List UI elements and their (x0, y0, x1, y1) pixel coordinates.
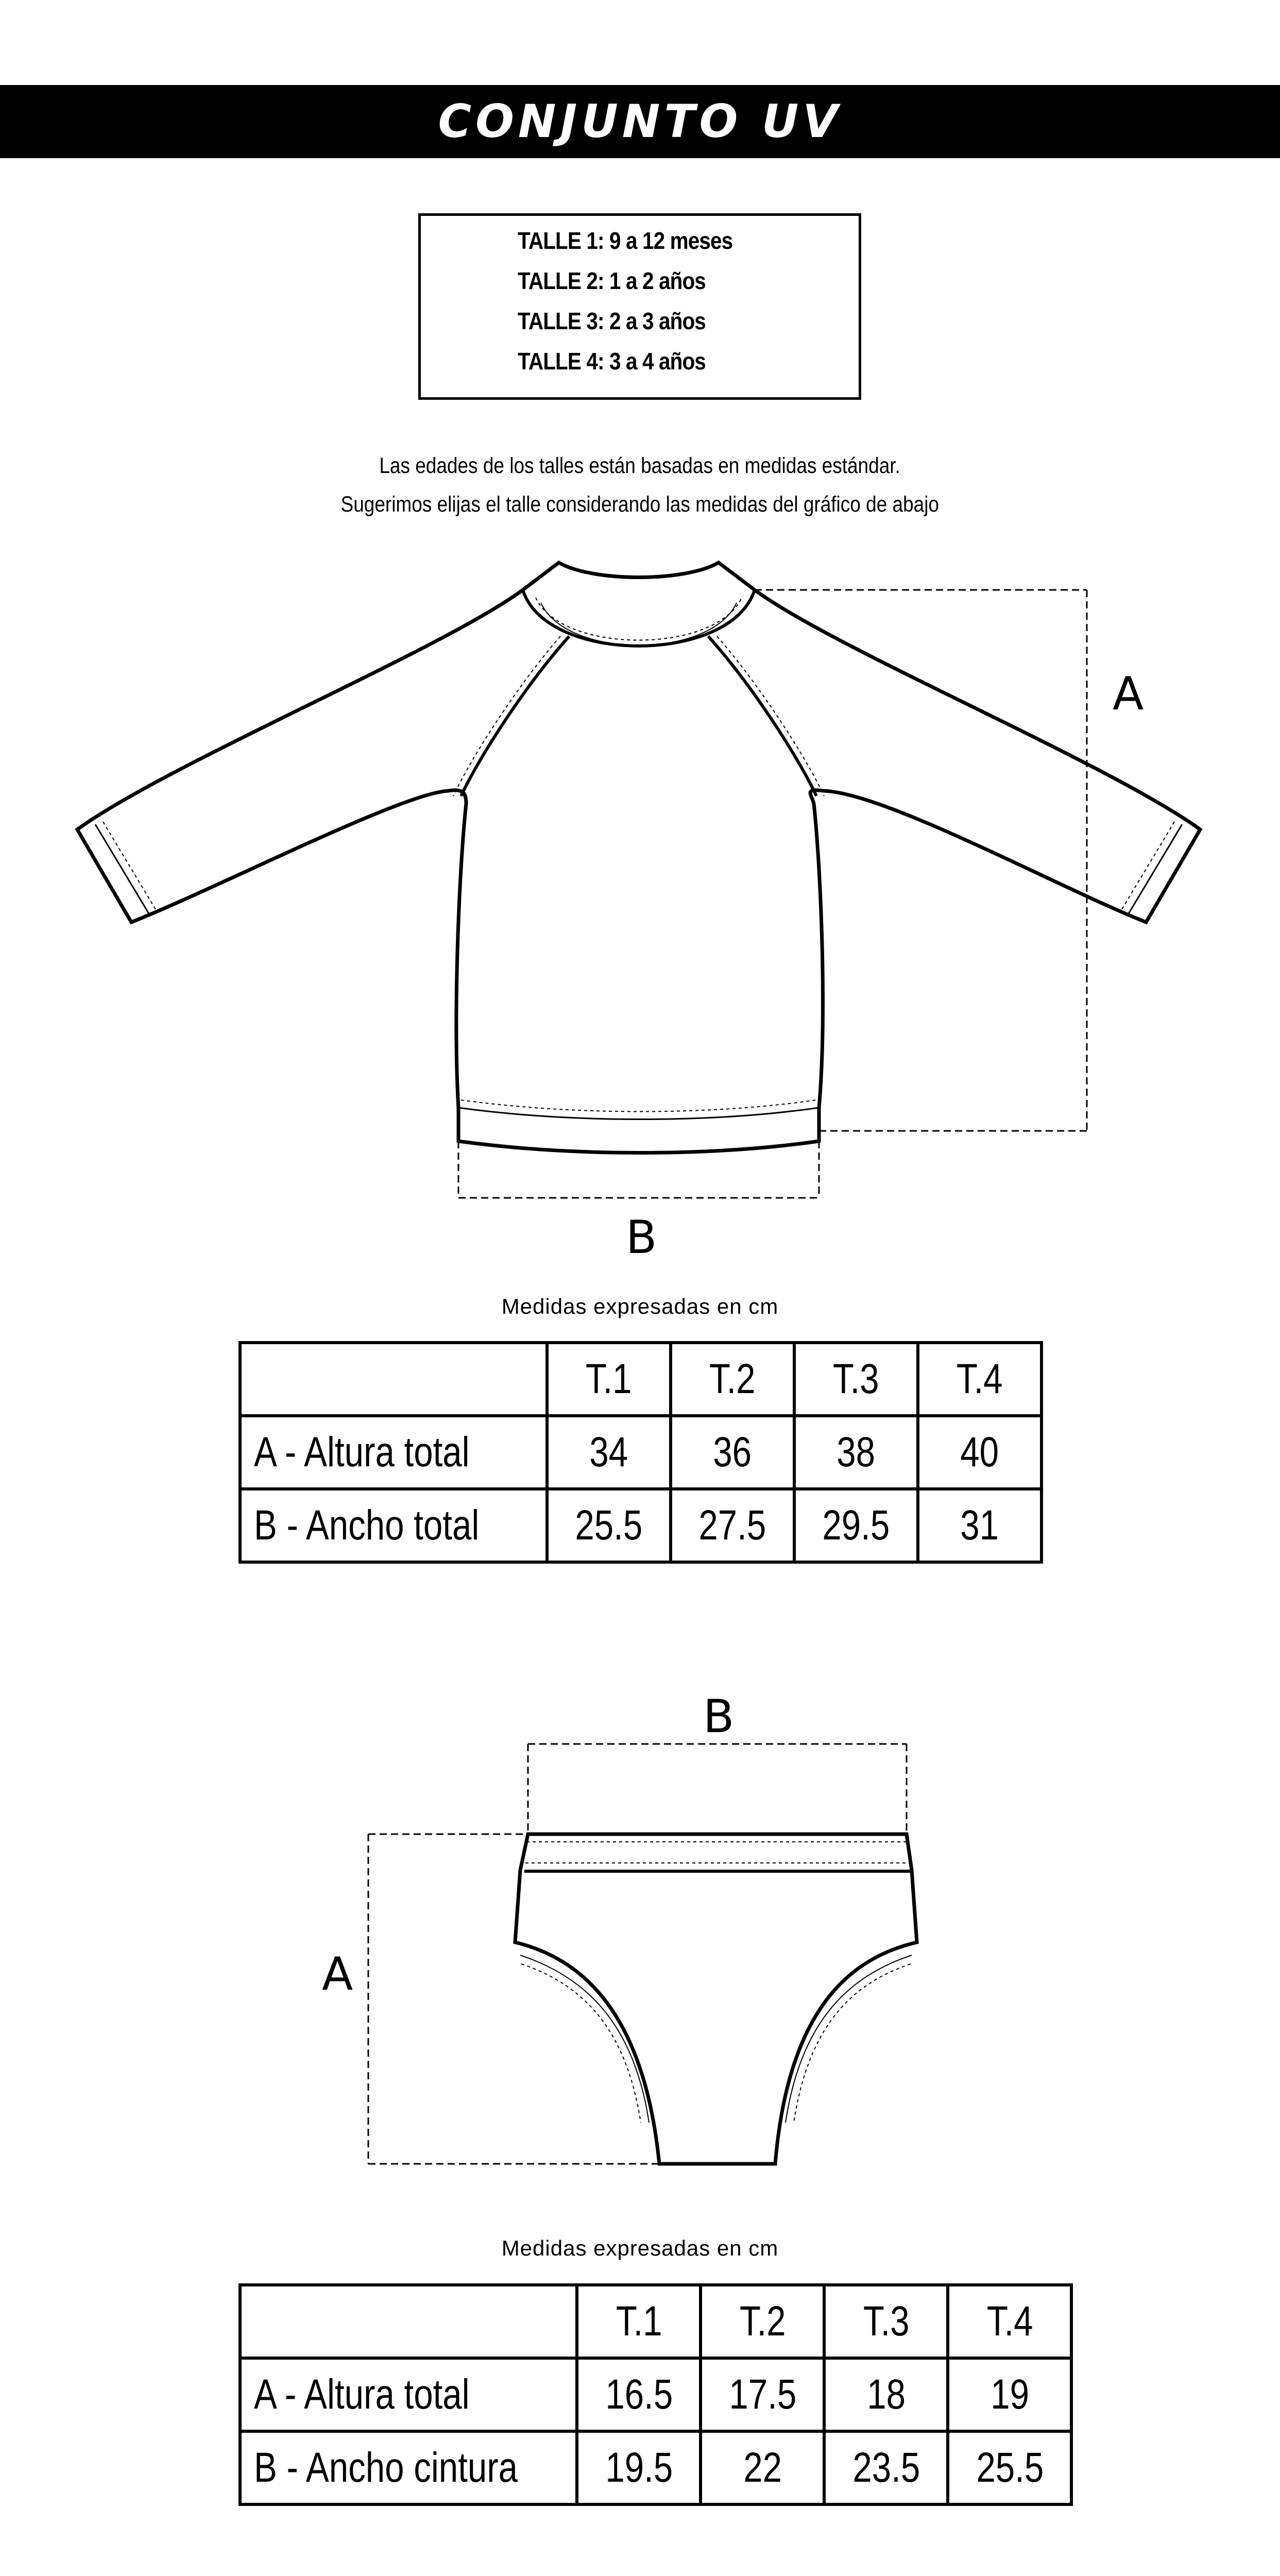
table-row (240, 1489, 1042, 1562)
row-label: A - Altura total (240, 1416, 547, 1489)
table-cell: 23.5 (824, 2431, 948, 2504)
table-header-cell (240, 1343, 547, 1416)
bottom-measurements-table (238, 2283, 1073, 2506)
table-cell: 25.5 (547, 1489, 671, 1562)
size-line-4: TALLE 4: 3 a 4 años (518, 348, 706, 375)
bottom-dimension-b (528, 1744, 907, 1832)
row-label: B - Ancho cintura (240, 2431, 577, 2504)
size-line-3: TALLE 3: 2 a 3 años (518, 308, 706, 334)
table-row (240, 2431, 1071, 2504)
table-header-cell: T.4 (918, 1343, 1042, 1416)
table-header-cell: T.4 (948, 2285, 1071, 2358)
table-header-cell: T.2 (701, 2285, 824, 2358)
table-header-cell: T.2 (671, 1343, 794, 1416)
table-cell: 18 (824, 2358, 948, 2431)
table-cell: 19 (948, 2358, 1071, 2431)
shirt-label-b: B (626, 1211, 657, 1264)
table-row (240, 1416, 1042, 1489)
table-header-cell: T.3 (794, 1343, 918, 1416)
table-cell: 29.5 (794, 1489, 918, 1562)
table-cell: 36 (671, 1416, 794, 1489)
table-cell: 31 (918, 1489, 1042, 1562)
table-header-row (240, 2285, 1071, 2358)
size-line-2: TALLE 2: 1 a 2 años (518, 267, 706, 294)
table-row (240, 2358, 1071, 2431)
note-line-2: Sugerimos elijas el talle considerando las medidas del gráfico de abajo (340, 492, 940, 517)
table-cell: 38 (794, 1416, 918, 1489)
page-title: CONJUNTO UV (438, 95, 842, 148)
table-cell: 19.5 (577, 2431, 701, 2504)
bottom-body (515, 1834, 917, 2164)
table-cell: 34 (547, 1416, 671, 1489)
bottom-units-caption: Medidas expresadas en cm (501, 2236, 779, 2260)
note-line-1: Las edades de los talles están basadas en medidas estándar. (379, 453, 901, 478)
table-header-cell: T.3 (824, 2285, 948, 2358)
shirt-units-caption: Medidas expresadas en cm (501, 1294, 779, 1318)
table-cell: 22 (701, 2431, 824, 2504)
table-cell: 16.5 (577, 2358, 701, 2431)
table-cell: 27.5 (671, 1489, 794, 1562)
shirt-label-a: A (1113, 667, 1144, 720)
table-header-cell: T.1 (547, 1343, 671, 1416)
row-label: B - Ancho total (240, 1489, 547, 1562)
size-line-1: TALLE 1: 9 a 12 meses (518, 227, 733, 254)
bottom-label-a: A (322, 1947, 353, 2001)
bottom-illustration (515, 1834, 917, 2164)
row-label: A - Altura total (240, 2358, 577, 2431)
table-header-cell (240, 2285, 577, 2358)
table-cell: 40 (918, 1416, 1042, 1489)
shirt-measurements-table (238, 1341, 1043, 1564)
shirt-illustration (77, 563, 1200, 1153)
shirt-body (77, 563, 1200, 1153)
bottom-label-b: B (703, 1690, 735, 1743)
table-header-cell: T.1 (577, 2285, 701, 2358)
table-cell: 25.5 (948, 2431, 1071, 2504)
table-cell: 17.5 (701, 2358, 824, 2431)
table-header-row (240, 1343, 1042, 1416)
